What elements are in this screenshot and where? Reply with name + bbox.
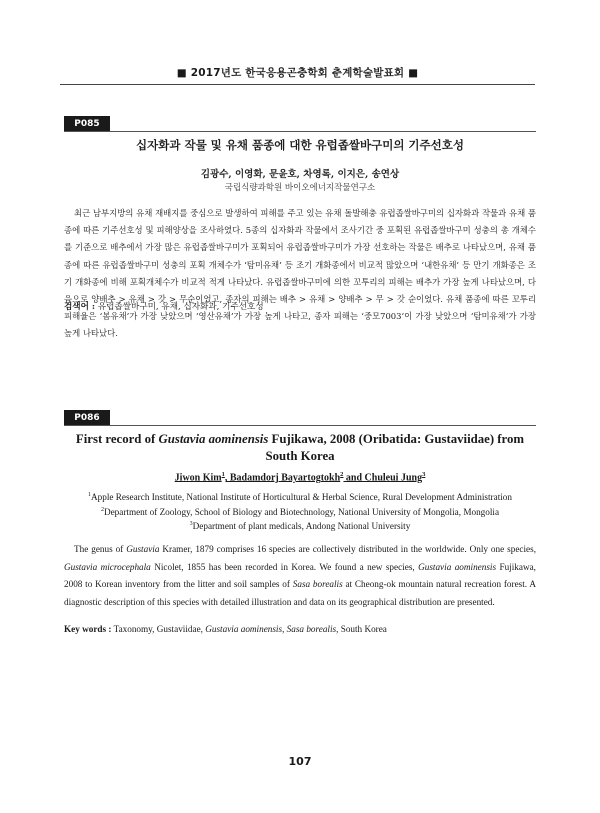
affiliation-list <box>64 489 536 533</box>
abstract-body <box>64 541 536 611</box>
affiliation: $^3$Department of plant medicals, Andong National University <box>189 521 411 532</box>
abstract-code-badge: P085 <box>64 116 110 132</box>
abstract-paragraph: 최근 남부지방의 유채 재배지를 중심으로 발생하여 피해를 주고 있는 유채 돌발해충 유럽좁쌀바구미의 십자화과 작물과 유채 품종에 따른 기주선호성 및 피해양상을 조사하였다. 5종의 십자화과 작물에서 조사기간 중 포획된 유럽좁쌀바구미 성충의 총 개체수를 기준으로 배추에서 가장 많은 유럽좁쌀바구미가 포획되어 유럽좁쌀바구미가 가장 선호하는 작물은 배추로 나타났으며, 유채 품종에 따른 유럽좁쌀바구미 성충의 포획 개체수가 ‘탐미유채’ 등 조기 개화종에서 비교적 많았으며 ‘내한유채’ 등 만기 개화종은 조기 개화종에 비해 포획개체수가 비교적 적게 나타났다. 유럽좁쌀바구미에 의한 꼬투리의 피해는 배추가 가장 높게 나타났으며, 다음으로 양배추 > 유채 > 갓 > 무순이었고, 종자의 피해는 배추 > 유채 > 양배추 > 무 > 갓 순이었다. 유채 품종에 따른 꼬투리 피해율은 ‘봄유채’가 가장 낮았으며 ‘영산유채’가 가장 높게 나타고, 종자 피해는 ‘중모7003’이 가장 낮았으며 ‘탐미유채’가 가장 높게 나타났다. <box>64 208 536 339</box>
abstract-body <box>64 205 536 343</box>
author-list: Jiwon Kim$^1$, Badamdorj Bayartogtokh$^2$ and Chuleui Jung$^3$ <box>174 471 426 484</box>
affiliation: $^2$Department of Zoology, School of Biology and Biotechnology, National University of Mongolia, Mongolia <box>100 506 500 517</box>
abstract-title: First record of Gustavia aominensis Fujikawa, 2008 (Oribatida: Gustaviidae) from South Korea <box>75 432 525 463</box>
keywords-label: 검색어 : <box>64 302 96 312</box>
keywords-label: Key words : <box>64 624 112 634</box>
author-name: , Badamdorj Bayartogtokh <box>224 472 341 484</box>
abstract-code-badge: P086 <box>64 410 110 426</box>
section-divider <box>64 131 536 132</box>
affiliation: 국립식량과학원 바이오에너지작물연구소 <box>224 183 376 193</box>
header-divider <box>60 84 535 85</box>
author-name: Jiwon Kim <box>174 472 222 484</box>
affiliation: $^1$Apple Research Institute, National Institute of Horticultural & Herbal Science, Rural Development Administration <box>88 492 512 503</box>
author-name: and Chuleui Jung <box>343 472 423 484</box>
keywords-line: Key words : Taxonomy, Gustaviidae, Gustavia aominensis, Sasa borealis, South Korea <box>64 624 387 634</box>
author-list: 김광수, 이영화, 문윤호, 차영록, 이지은, 송연상 <box>200 169 400 180</box>
abstract-title: 십자화과 작물 및 유채 품종에 대한 유럽좁쌀바구미의 기주선호성 <box>136 138 464 152</box>
page-number: 107 <box>288 755 312 768</box>
page-header: ■ 2017년도 한국응용곤충학회 춘계학술발표회 ■ <box>176 67 419 79</box>
keywords-line <box>64 300 536 312</box>
abstract-paragraph: The genus of Gustavia Kramer, 1879 comprises 16 species are collectively distributed in the worldwide. Only one species, Gustavia microcephala Nicolet, 1855 has been recorded in Korea. We found a new species, Gustavia aominensis Fujikawa, 2008 to Korean inventory from the litter and soil samples of Sasa borealis at Cheong-ok mountain natural recreation forest. A diagnostic description of this species with detailed illustration and data on its geographical distribution are presented. <box>64 544 536 607</box>
keywords-value: 유럽좁쌀바구미, 유채, 십자화과, 기주선호성 <box>97 302 264 312</box>
section-divider <box>64 425 536 426</box>
